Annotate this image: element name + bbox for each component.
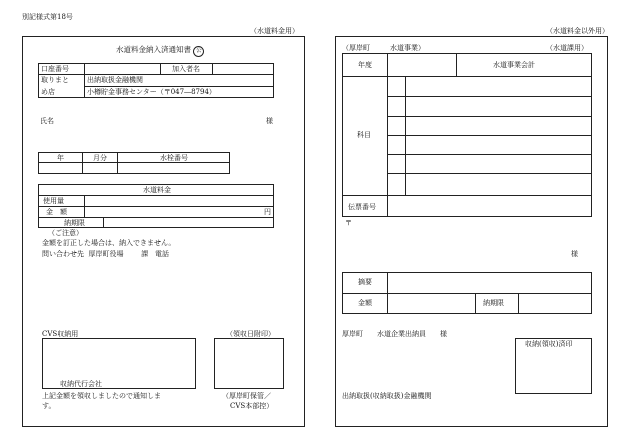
year-label: 年 bbox=[57, 154, 64, 162]
subscriber-name-label: 加入者名 bbox=[172, 65, 200, 73]
account-number-label: 口座番号 bbox=[41, 65, 69, 73]
right-usage-tag: （水道料金以外用） bbox=[546, 27, 609, 35]
left-usage-tag: （水道料金用） bbox=[250, 27, 299, 35]
amount-label: 金 額 bbox=[46, 208, 67, 216]
summary-label: 摘要 bbox=[358, 278, 372, 286]
postal-mark: 〒 bbox=[345, 219, 352, 227]
amount-unit: 円 bbox=[264, 208, 271, 216]
item-label: 科目 bbox=[357, 131, 371, 139]
handler-label-1: 取りまと bbox=[41, 76, 69, 84]
notice-line: 金額を訂正した場合は、納入できません。 bbox=[42, 239, 176, 247]
right-name-suffix: 様 bbox=[571, 250, 578, 258]
stamp-box bbox=[214, 338, 284, 389]
section-tag: （水道課用） bbox=[546, 44, 588, 52]
notice-heading: （ご注意） bbox=[48, 229, 83, 237]
bank-label: 出納取扱(収納取扱)金融機関 bbox=[342, 392, 432, 400]
cvs-label: CVS収納用 bbox=[42, 330, 79, 338]
stamp-label: （領収日附印） bbox=[226, 330, 275, 338]
fiscal-year-label: 年度 bbox=[358, 61, 372, 69]
public-mark: 公 bbox=[193, 46, 204, 57]
receipt-note-2: す。 bbox=[42, 402, 56, 410]
deadline-label: 納期限 bbox=[64, 219, 85, 227]
town-label: （厚岸町 bbox=[342, 44, 370, 52]
form-id: 別記様式第18号 bbox=[22, 13, 73, 21]
handler-label-2: め店 bbox=[41, 88, 55, 96]
right-amount-label: 金額 bbox=[358, 299, 372, 307]
left-title: 水道料金納入済通知書 公 bbox=[116, 46, 204, 57]
receipt-note-1: 上記金額を領収しましたので通知しま bbox=[42, 392, 161, 400]
handler-center: 小樽貯金事務センター（〒047―8794） bbox=[87, 88, 216, 96]
account-value: 水道事業会計 bbox=[493, 61, 535, 69]
usage-label: 使用量 bbox=[43, 197, 64, 205]
dept-label: 水道事業） bbox=[390, 44, 425, 52]
right-deadline-label: 納期限 bbox=[483, 299, 504, 307]
fee-title: 水道料金 bbox=[143, 186, 171, 194]
contact-line: 問い合わせ先 厚岸町役場 課 電話 bbox=[42, 250, 169, 258]
receiver-line: 厚岸町 水道企業出納員 様 bbox=[342, 330, 447, 338]
name-suffix: 様 bbox=[266, 117, 273, 125]
keeper-note-2: CVS本部控） bbox=[230, 402, 274, 410]
agent-label: 収納代行会社 bbox=[60, 380, 102, 388]
name-label: 氏名 bbox=[40, 117, 54, 125]
keeper-note-1: （厚岸町保管／ bbox=[222, 392, 271, 400]
receipt-stamp-label: 収納(領収)済印 bbox=[525, 340, 573, 348]
slip-number-label: 伝票番号 bbox=[348, 203, 376, 211]
meter-number-label: 水栓番号 bbox=[160, 154, 188, 162]
month-label: 月分 bbox=[93, 154, 107, 162]
period-table bbox=[38, 152, 230, 174]
handler-bank: 出納取扱金融機関 bbox=[87, 76, 143, 84]
